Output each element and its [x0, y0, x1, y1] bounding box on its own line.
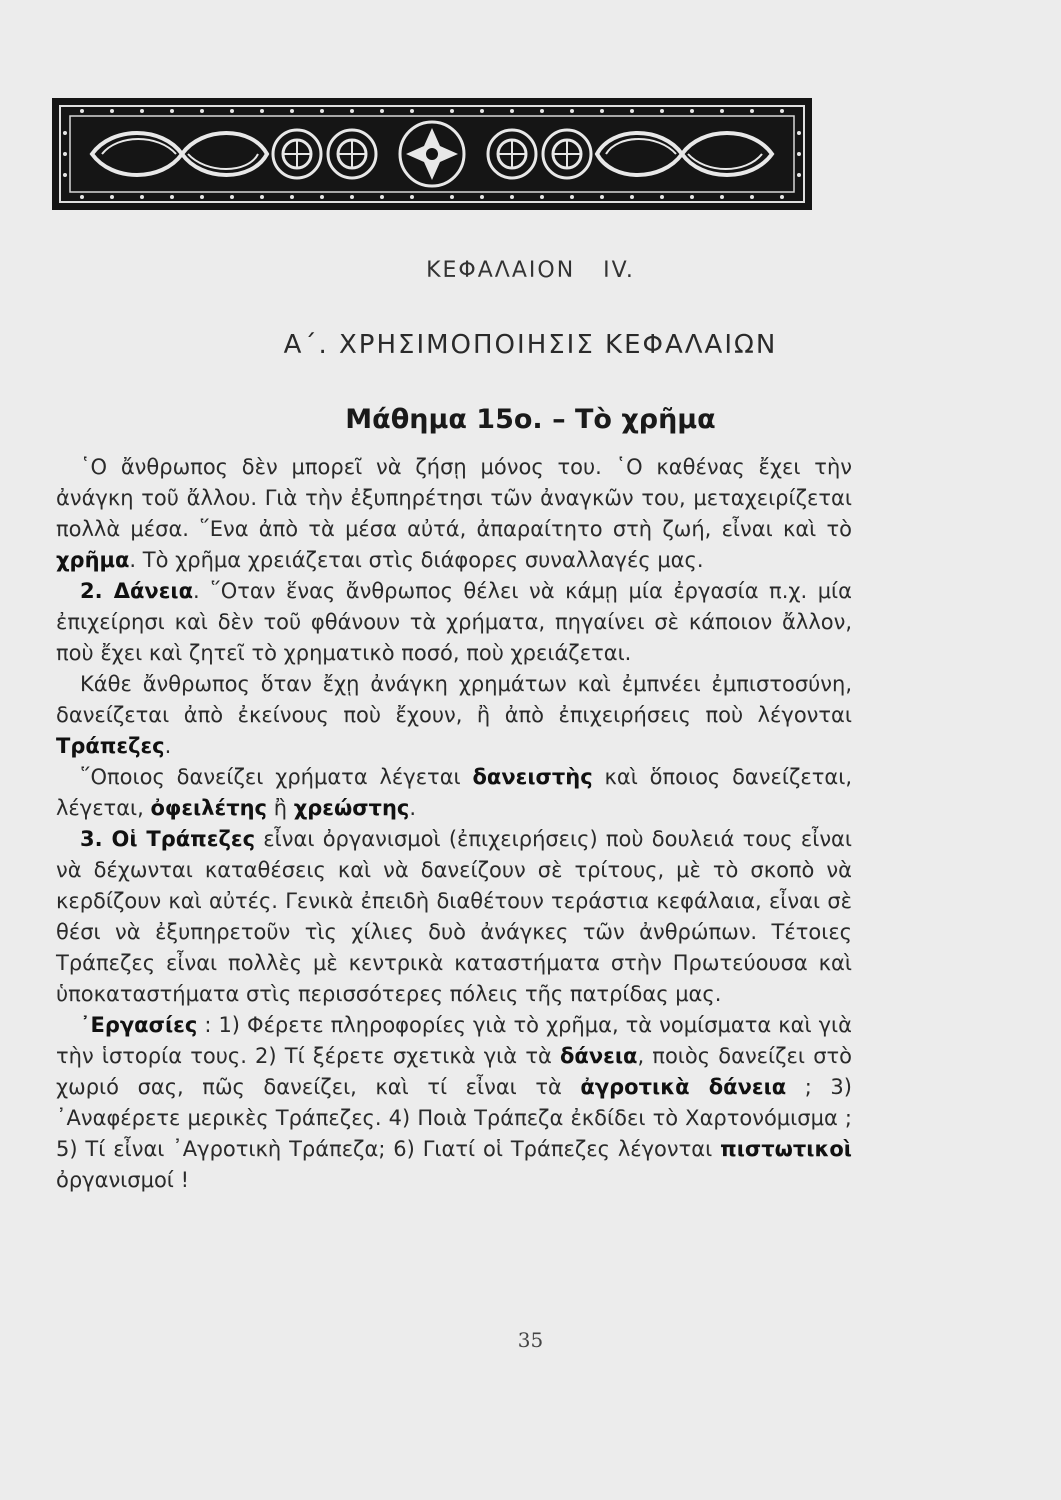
paragraph-trust: Κάθε ἄνθρωπος ὅταν ἔχῃ ἀνάγκη χρημάτων καὶ ἐμπνέει ἐμπιστοσύνη, δανείζεται ἀπὸ ἐκείνους ποὺ ἔχουν, ἢ ἀπὸ ἐπιχειρήσεις ποὺ λέγονται Τράπεζες.	[56, 672, 852, 758]
decorative-header-ornament	[52, 98, 812, 210]
paragraph-banks: 3. Οἱ Τράπεζες εἶναι ὀργανισμοὶ (ἐπιχειρήσεις) ποὺ δουλειά τους εἶναι νὰ δέχωνται καταθέσεις καὶ νὰ δανείζουν σὲ τρίτους, μὲ τὸ σκοπὸ νὰ κερδίζουν καὶ αὐτές. Γενικὰ ἐπειδὴ διαθέτουν τεράστια κεφάλαια, εἶναι σὲ θέσι νὰ ἐξυπηρετοῦν τὶς χίλιες δυὸ ἀνάγκες τῶν ἀνθρώπων. Τέτοιες Τράπεζες εἶναι πολλὲς μὲ κεντρικὰ καταστήματα στὴν Πρωτεύουσα καὶ ὑποκαταστήματα στὶς περισσότερες πόλεις τῆς πατρίδας μας.	[56, 827, 852, 1006]
section-heading-loans: 2. Δάνεια	[80, 579, 194, 603]
section-heading-banks: 3. Οἱ Τράπεζες	[80, 827, 256, 851]
chapter-heading	[0, 258, 1061, 283]
part-title: Α΄. ΧΡΗΣΙΜΟΠΟΙΗΣΙΣ ΚΕΦΑΛΑΙΩΝ	[283, 330, 778, 360]
paragraph-exercises: ᾿Εργασίες : 1) Φέρετε πληροφορίες γιὰ τὸ χρῆμα, τὰ νομίσματα καὶ γιὰ τὴν ἱστορία τους. 2) Τί ξέρετε σχετικὰ γιὰ τὰ δάνεια, ποιὸς δανείζει στὸ χωριό σας, πῶς δανείζει, καὶ τί εἶναι τὰ ἀγροτικὰ δάνεια ; 3) ᾿Αναφέρετε μερικὲς Τράπεζες. 4) Ποιὰ Τράπεζα ἐκδίδει τὸ Χαρτονόμισμα ; 5) Τί εἶναι ᾿Αγροτικὴ Τράπεζα; 6) Γιατί οἱ Τράπεζες λέγονται πιστωτικοὶ ὀργανισμοί !	[56, 1013, 852, 1192]
page-number: 35	[517, 1328, 544, 1352]
chapter-label: ΚΕΦΑΛΑΙΟΝ	[426, 258, 576, 283]
body-text	[56, 452, 852, 1196]
chapter-number: ΙV.	[603, 258, 635, 283]
paragraph-loans: 2. Δάνεια. ῞Οταν ἕνας ἄνθρωπος θέλει νὰ κάμῃ μία ἐργασία π.χ. μία ἐπιχείρησι καὶ δὲν τοῦ φθάνουν τὰ χρήματα, πηγαίνει σὲ κάποιον ἄλλον, ποὺ ἔχει καὶ ζητεῖ τὸ χρηματικὸ ποσό, ποὺ χρειάζεται.	[56, 579, 853, 665]
paragraph-lender-debtor: ῞Οποιος δανείζει χρήματα λέγεται δανειστὴς καὶ ὅποιος δανείζεται, λέγεται, ὀφειλέτης ἢ χρεώστης.	[56, 765, 852, 820]
exercises-label: ᾿Εργασίες	[80, 1013, 198, 1037]
paragraph-intro: ῾Ο ἄνθρωπος δὲν μπορεῖ νὰ ζήσῃ μόνος του. ῾Ο καθένας ἔχει τὴν ἀνάγκη τοῦ ἄλλου. Γιὰ τὴν ἐξυπηρέτησι τῶν ἀναγκῶν του, μεταχειρίζεται πολλὰ μέσα. ῞Ενα ἀπὸ τὰ μέσα αὐτά, ἀπαραίτητο στὴ ζωή, εἶναι καὶ τὸ χρῆμα. Τὸ χρῆμα χρειάζεται στὶς διάφορες συναλλαγές μας.	[56, 455, 852, 572]
lesson-title: Μάθημα 15ο. – Τὸ χρῆμα	[345, 404, 716, 435]
